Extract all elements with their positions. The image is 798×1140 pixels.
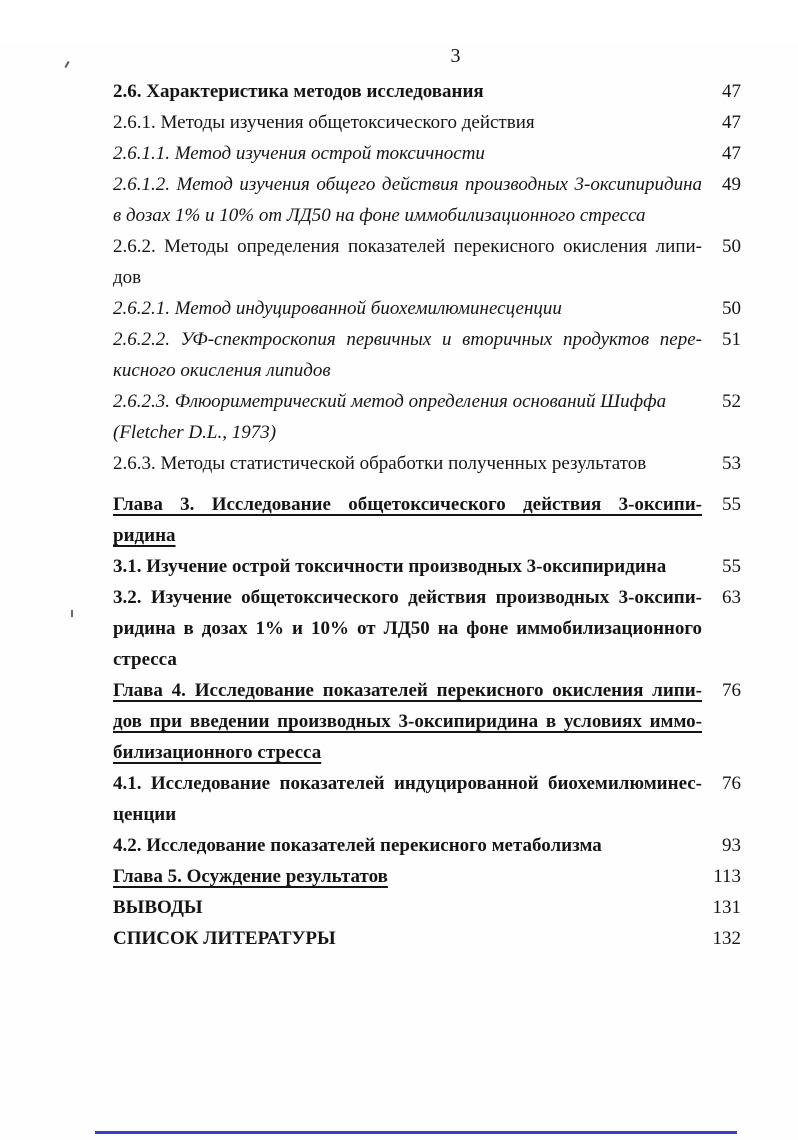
toc-entry-line: 2.6.2.1. Метод индуцированной биохемилюминесценции <box>113 298 562 319</box>
toc-page-number: 55 <box>722 556 741 577</box>
toc-entry-text <box>113 551 702 582</box>
toc-entry-line: Глава 4. Исследование показателей перекисного окисления липи- <box>113 680 702 701</box>
toc-entry <box>113 231 798 293</box>
toc-entry <box>113 386 798 448</box>
toc-entry-text <box>113 675 702 768</box>
toc-entry-line: 2.6.1. Методы изучения общетоксического действия <box>113 112 535 133</box>
toc-entry <box>113 169 798 231</box>
toc-entry-line: ридина <box>113 525 176 546</box>
toc-entry <box>113 861 798 892</box>
toc-entry-text <box>113 448 702 479</box>
toc-entry <box>113 107 798 138</box>
toc-entry <box>113 138 798 169</box>
toc-list <box>0 76 798 954</box>
toc-page-number: 131 <box>712 897 741 918</box>
toc-page-number: 63 <box>722 587 741 608</box>
toc-entry-line: ридина в дозах 1% и 10% от ЛД50 на фоне иммобилизационного <box>113 618 702 639</box>
toc-entry-text <box>113 138 702 169</box>
toc-entry-line: кисного окисления липидов <box>113 360 331 381</box>
toc-page-number: 47 <box>722 112 741 133</box>
toc-entry-text <box>113 169 702 231</box>
toc-entry-line: 3.2. Изучение общетоксического действия производных 3-оксипи- <box>113 587 702 608</box>
toc-page-number: 76 <box>722 680 741 701</box>
toc-page-number: 76 <box>722 773 741 794</box>
toc-entry <box>113 892 798 923</box>
toc-entry-line: ВЫВОДЫ <box>113 897 203 918</box>
toc-entry-line: СПИСОК ЛИТЕРАТУРЫ <box>113 928 336 949</box>
scanned-document-page <box>0 44 798 1140</box>
toc-page-number: 55 <box>722 494 741 515</box>
toc-entry <box>113 324 798 386</box>
toc-entry <box>113 448 798 479</box>
toc-entry-line: 2.6.1.2. Метод изучения общего действия производных 3-оксипиридина <box>113 174 702 195</box>
toc-entry-line: 2.6.2. Методы определения показателей перекисного окисления липи- <box>113 236 702 257</box>
scan-artifact-speck-top <box>64 60 71 69</box>
toc-entry-line: в дозах 1% и 10% от ЛД50 на фоне иммобилизационного стресса <box>113 205 646 226</box>
toc-entry <box>113 489 798 551</box>
toc-entry <box>113 830 798 861</box>
toc-entry-text <box>113 582 702 675</box>
toc-entry-line: 2.6.2.2. УФ-спектроскопия первичных и вторичных продуктов пере- <box>113 329 702 350</box>
toc-entry-line: дов при введении производных 3-оксипиридина в условиях иммо- <box>113 711 702 732</box>
toc-entry-line: билизационного стресса <box>113 742 322 763</box>
toc-entry-text <box>113 489 702 551</box>
bottom-scan-rule <box>95 1131 737 1134</box>
scan-artifact-speck-left <box>71 610 73 617</box>
toc-entry <box>113 768 798 830</box>
toc-entry-line: стресса <box>113 649 177 670</box>
toc-entry-text <box>113 386 702 448</box>
toc-entry-line: 2.6.3. Методы статистической обработки полученных результатов <box>113 453 647 474</box>
toc-entry-text <box>113 76 702 107</box>
toc-entry-text <box>113 293 702 324</box>
toc-page-number: 47 <box>722 143 741 164</box>
toc-page-number: 49 <box>722 174 741 195</box>
toc-entry-line: 2.6.2.3. Флюориметрический метод определения оснований Шиффа <box>113 391 667 412</box>
toc-entry-line: 4.2. Исследование показателей перекисного метаболизма <box>113 835 602 856</box>
toc-entry-line: 2.6.1.1. Метод изучения острой токсичности <box>113 143 485 164</box>
toc-entry-text <box>113 861 702 892</box>
toc-page-number: 132 <box>712 928 741 949</box>
toc-page-number: 52 <box>722 391 741 412</box>
toc-entry <box>113 923 798 954</box>
toc-page-number: 50 <box>722 298 741 319</box>
toc-page-number: 51 <box>722 329 741 350</box>
toc-entry-line: ценции <box>113 804 177 825</box>
page-number-header: 3 <box>450 45 461 67</box>
toc-entry-text <box>113 231 702 293</box>
toc-entry-line: 4.1. Исследование показателей индуцированной биохемилюминес- <box>113 773 702 794</box>
toc-entry-line: Глава 3. Исследование общетоксического действия 3-оксипи- <box>113 494 702 515</box>
toc-entry-line: 3.1. Изучение острой токсичности производных 3-оксипиридина <box>113 556 667 577</box>
toc-entry-text <box>113 830 702 861</box>
toc-page-number: 47 <box>722 81 741 102</box>
toc-entry-line: 2.6. Характеристика методов исследования <box>113 81 484 102</box>
toc-entry-text <box>113 768 702 830</box>
toc-entry <box>113 76 798 107</box>
toc-entry <box>113 675 798 768</box>
toc-entry-line: дов <box>113 267 142 288</box>
toc-entry-text <box>113 892 702 923</box>
toc-entry <box>113 582 798 675</box>
toc-entry <box>113 293 798 324</box>
toc-entry-line: Глава 5. Осуждение результатов <box>113 866 388 887</box>
toc-page-number: 93 <box>722 835 741 856</box>
toc-entry <box>113 551 798 582</box>
toc-entry-text <box>113 107 702 138</box>
toc-entry-line: (Fletcher D.L., 1973) <box>113 422 277 443</box>
toc-entry-text <box>113 324 702 386</box>
toc-page-number: 53 <box>722 453 741 474</box>
toc-page-number: 113 <box>713 866 741 887</box>
toc-page-number: 50 <box>722 236 741 257</box>
toc-entry-text <box>113 923 702 954</box>
